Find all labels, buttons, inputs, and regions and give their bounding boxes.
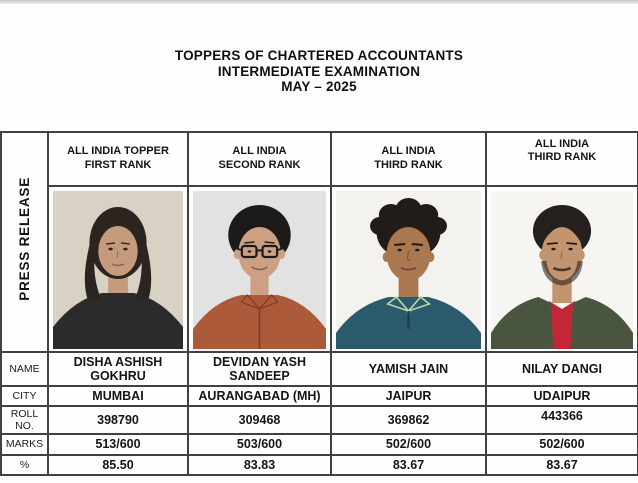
roll-cell-3: 369862: [331, 406, 486, 434]
percent-row: [1, 455, 638, 475]
name-cell-3: YAMISH JAIN: [331, 352, 486, 386]
name-cell-4: NILAY DANGI: [486, 352, 638, 386]
city-cell-3: JAIPUR: [331, 386, 486, 406]
topper-photo-devidan: [193, 191, 326, 349]
percent-cell-1: 85.50: [48, 455, 188, 475]
photo-row: [1, 186, 638, 352]
roll-cell-2: 309468: [188, 406, 331, 434]
city-cell-2: AURANGABAD (MH): [188, 386, 331, 406]
marks-cell-4: 502/600: [486, 434, 638, 455]
marks-cell-2: 503/600: [188, 434, 331, 455]
city-cell-4: UDAIPUR: [486, 386, 638, 406]
press-release-label: PRESS RELEASE: [17, 177, 32, 301]
top-edge-strip: [0, 0, 638, 4]
topper-photo-nilay: [491, 191, 633, 349]
press-release-side-cell: [1, 132, 48, 352]
rank-header-third-a: ALL INDIA THIRD RANK: [331, 132, 486, 186]
percent-row-label: %: [1, 455, 48, 475]
roll-cell-4: 443366: [486, 406, 638, 434]
percent-cell-3: 83.67: [331, 455, 486, 475]
city-cell-1: MUMBAI: [48, 386, 188, 406]
name-row-label: NAME: [1, 352, 48, 386]
name-row: [1, 352, 638, 386]
photo-cell-2: [188, 186, 331, 352]
roll-row: [1, 406, 638, 434]
rank-header-third-b: ALL INDIA THIRD RANK: [486, 132, 638, 186]
marks-row-label: MARKS: [1, 434, 48, 455]
topper-photo-disha: [53, 191, 183, 349]
photo-cell-1: [48, 186, 188, 352]
title-line-1: TOPPERS OF CHARTERED ACCOUNTANTS: [174, 48, 464, 63]
roll-cell-1: 398790: [48, 406, 188, 434]
percent-cell-2: 83.83: [188, 455, 331, 475]
title-line-2: INTERMEDIATE EXAMINATION: [217, 63, 421, 79]
marks-cell-3: 502/600: [331, 434, 486, 455]
document-title: [0, 48, 638, 95]
title-line-3: MAY – 2025: [281, 79, 357, 94]
roll-row-label: ROLL NO.: [1, 406, 48, 434]
marks-row: [1, 434, 638, 455]
toppers-table: [0, 131, 638, 476]
name-cell-2: DEVIDAN YASH SANDEEP: [188, 352, 331, 386]
city-row: [1, 386, 638, 406]
rank-header-second: ALL INDIA SECOND RANK: [188, 132, 331, 186]
photo-cell-3: [331, 186, 486, 352]
name-cell-1: DISHA ASHISH GOKHRU: [48, 352, 188, 386]
rank-header-row: [1, 132, 638, 186]
marks-cell-1: 513/600: [48, 434, 188, 455]
percent-cell-4: 83.67: [486, 455, 638, 475]
city-row-label: CITY: [1, 386, 48, 406]
topper-photo-yamish: [336, 191, 481, 349]
rank-header-first: ALL INDIA TOPPER FIRST RANK: [48, 132, 188, 186]
photo-cell-4: [486, 186, 638, 352]
